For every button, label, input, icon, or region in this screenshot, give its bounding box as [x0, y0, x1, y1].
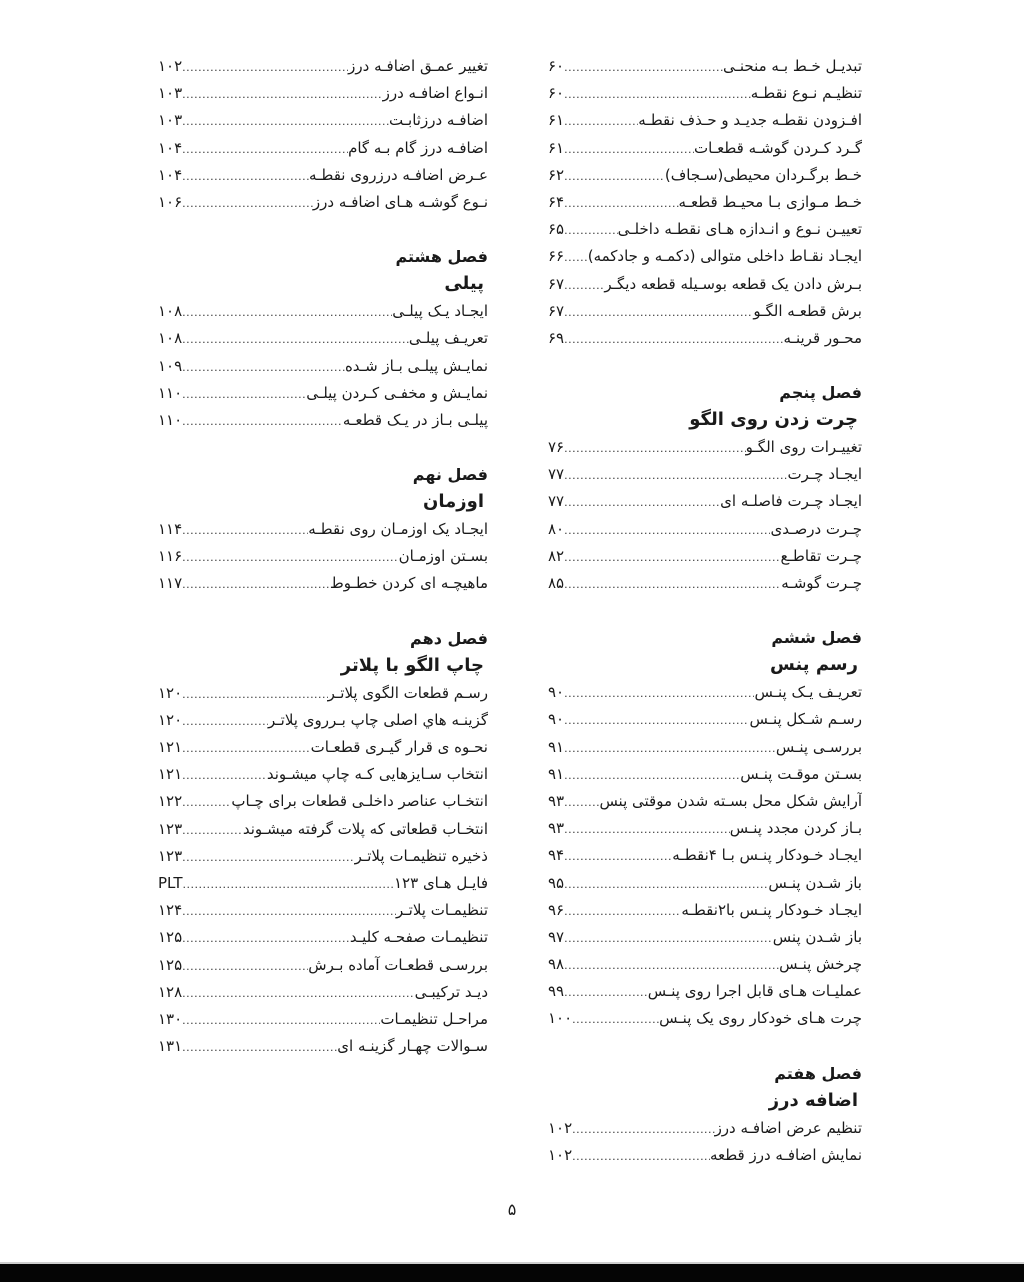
chapter-heading: فصل ششم [771, 628, 862, 648]
dot-leader [183, 871, 395, 897]
spacer [158, 434, 488, 462]
toc-entry-page: ۱۲۴ [158, 901, 183, 920]
toc-entry-page: ۱۱۰ [158, 410, 183, 429]
toc-entry-page: ۶۵ [548, 220, 565, 239]
toc-entry-page: ۱۰۸ [158, 329, 183, 348]
toc-entry-page: ۸۰ [548, 519, 565, 538]
toc-entry-title: باز شـدن پنـس [768, 873, 862, 892]
toc-entry-title: ایجـاد چـرت فاصلـه ای [720, 492, 862, 511]
toc-entry-title: چرخش پنـس [779, 955, 862, 974]
toc-entry-page: ۱۲۵ [158, 955, 183, 974]
dot-leader [182, 517, 308, 543]
toc-entry [158, 843, 488, 870]
toc-entry-title: عملیـات هـای قابل اجرا روی پنـس [647, 982, 862, 1001]
toc-entry-title: افـزودن نقطـه جدیـد و حـذف نقطـه [638, 111, 862, 130]
toc-entry [548, 761, 862, 788]
toc-entry-page: ۱۲۰ [158, 710, 183, 729]
chapter-heading: فصل هشتم [395, 247, 488, 267]
dot-leader [564, 517, 770, 543]
toc-entry-page: ۱۱۰ [158, 383, 183, 402]
toc-entry-title: بـاز کردن مجدد پنـس [729, 819, 862, 838]
toc-entry-title: انـواع اضافـه درز [382, 84, 488, 103]
dot-leader [564, 244, 588, 270]
toc-entry-title: انتخاب سـایزهایی کـه چاپ میشـوند [266, 765, 488, 784]
toc-left-column [158, 53, 488, 1060]
toc-entry [158, 897, 488, 924]
toc-entry-title: اضافـه درز گام بـه گام [348, 138, 488, 157]
toc-entry-page: ۱۲۸ [158, 982, 183, 1001]
dot-leader [182, 980, 414, 1006]
toc-entry [548, 734, 862, 761]
toc-entry-title: ایجـاد نقـاط داخلی متوالی (دکمـه و جادکمه) [587, 247, 862, 266]
toc-entry-page: ۱۰۰ [548, 1009, 573, 1028]
toc-entry [548, 107, 862, 134]
toc-group [158, 680, 488, 1061]
toc-entry-page: PLT [158, 873, 183, 892]
dot-leader [182, 354, 345, 380]
dot-leader [564, 762, 740, 788]
chapter-title: اوزمان [423, 491, 484, 513]
toc-group [548, 679, 862, 1032]
dot-leader [564, 190, 678, 216]
chapter-title: چرت زدن روی الگو [689, 409, 858, 431]
toc-entry-title: ایجـاد خـودکار پنـس بـا ۴نقطـه [672, 846, 862, 865]
toc-entry-page: ۱۰۴ [158, 165, 183, 184]
toc-entry-page: ۹۹ [548, 982, 565, 1001]
toc-entry-title: بررسـی پنـس [775, 737, 862, 756]
toc-entry [548, 870, 862, 897]
toc-entry-title: نحـوه ی قرار گیـری قطعـات [310, 738, 488, 756]
toc-entry-title: ایجـاد یک اوزمـان روی نقطـه [308, 520, 488, 539]
toc-entry-title: برش قطعـه الگـو [753, 301, 862, 320]
dot-leader [564, 789, 599, 815]
toc-entry [158, 325, 488, 352]
toc-entry-title: چـرت گوشـه [781, 574, 862, 592]
toc-entry-title: تعییـن نـوع و انـدازه هـای نقطـه داخلـی [617, 220, 862, 239]
toc-entry [548, 679, 862, 706]
toc-entry-page: ۹۰ [548, 683, 565, 702]
toc-entry [548, 924, 862, 951]
dot-leader [564, 871, 768, 897]
toc-entry-title: نمایـش و مخفـی کـردن پیلـی [306, 383, 488, 402]
toc-entry-page: ۱۰۲ [548, 1145, 573, 1164]
toc-entry-page: ۶۷ [548, 301, 565, 320]
toc-entry [158, 680, 488, 707]
toc-entry [158, 816, 488, 843]
dot-leader [564, 163, 665, 189]
toc-entry-title: تنظیمـات صفحـه کلیـد [349, 928, 488, 947]
toc-entry-page: ۷۷ [548, 465, 565, 484]
toc-entry [158, 870, 488, 897]
toc-entry-title: چـرت تقاطـع [780, 546, 862, 565]
toc-entry-title: ماهیچـه ای کردن خطـوط [329, 574, 488, 593]
toc-entry-page: ۱۰۲ [548, 1118, 573, 1137]
toc-group [548, 53, 862, 352]
toc-entry-page: ۹۷ [548, 927, 565, 946]
toc-entry-page: ۶۶ [548, 247, 565, 266]
toc-entry [548, 298, 862, 325]
toc-entry-page: ۱۲۱ [158, 738, 183, 756]
toc-group [158, 298, 488, 434]
toc-entry-page: ۸۵ [548, 574, 565, 592]
toc-entry [158, 516, 488, 543]
dot-leader [564, 843, 672, 869]
toc-entry-title: تنظیمـات پلاتـر [395, 901, 488, 920]
toc-entry-title: عـرض اضافـه درزروی نقطـه [308, 165, 488, 184]
toc-entry-title: تغییـرات روی الگـو [745, 438, 862, 457]
dot-leader [182, 299, 392, 325]
dot-leader [182, 925, 350, 951]
dot-leader [182, 81, 382, 107]
dot-leader [564, 925, 773, 951]
dot-leader [182, 844, 354, 870]
toc-entry-page: ۷۶ [548, 438, 565, 457]
toc-entry-page: ۱۰۶ [158, 192, 183, 211]
toc-entry-page: ۹۵ [548, 873, 565, 892]
dot-leader [564, 81, 751, 107]
spacer [158, 598, 488, 626]
toc-entry-title: فایـل هـای ۱۲۳ [394, 873, 488, 892]
toc-entry-title: چـرت درصـدی [770, 519, 862, 538]
toc-group [548, 434, 862, 597]
toc-entry-page: ۷۷ [548, 492, 565, 511]
dot-leader [182, 681, 327, 707]
toc-entry-title: ایجـاد یـک پیلـی [392, 302, 488, 321]
toc-entry [158, 1006, 488, 1033]
toc-right-column [548, 53, 862, 1169]
toc-entry [158, 80, 488, 107]
dot-leader [182, 953, 308, 979]
toc-entry [158, 135, 488, 162]
toc-entry-title: نـوع گوشـه هـای اضافـه درز [312, 192, 488, 211]
dot-leader [182, 571, 330, 597]
dot-leader [182, 762, 267, 788]
dot-leader [182, 1034, 337, 1060]
toc-entry [158, 570, 488, 597]
dot-leader [182, 708, 268, 734]
toc-entry-title: تعریـف یـک پنـس [754, 683, 862, 702]
page-number: ۵ [507, 1200, 517, 1219]
dot-leader [182, 190, 313, 216]
toc-entry-title: سـوالات چهـار گزینـه ای [337, 1037, 488, 1056]
toc-entry [548, 570, 862, 597]
toc-entry [158, 53, 488, 80]
toc-entry-title: تنظیـم نـوع نقطـه [750, 84, 862, 103]
toc-entry-page: ۶۹ [548, 328, 565, 347]
toc-entry [158, 707, 488, 734]
toc-entry [548, 243, 862, 270]
dot-leader [564, 435, 746, 461]
chapter-heading: فصل دهم [410, 628, 488, 648]
toc-entry-page: ۶۱ [548, 111, 565, 130]
toc-entry-title: نمایـش پیلـی بـاز شـده [344, 356, 488, 375]
toc-entry-page: ۱۰۳ [158, 111, 183, 130]
toc-entry-page: ۹۱ [548, 764, 565, 783]
toc-entry-page: ۶۰ [548, 57, 565, 75]
toc-entry-title: نمایش اضافـه درز قطعه [709, 1145, 862, 1164]
toc-entry-page: ۱۳۰ [158, 1009, 183, 1028]
toc-entry-title: ایجـاد خـودکار پنـس با۲نقطـه [681, 900, 862, 919]
dot-leader [572, 1116, 714, 1142]
toc-entry-page: ۱۲۱ [158, 765, 183, 784]
dot-leader [564, 326, 783, 352]
toc-entry-title: تنظیم عرض اضافـه درز [714, 1118, 862, 1137]
dot-leader [182, 381, 306, 407]
toc-entry [548, 461, 862, 488]
toc-entry [548, 543, 862, 570]
toc-entry [158, 1033, 488, 1060]
toc-entry-title: رسـم قطعات الگوی پلاتـر [327, 683, 488, 702]
toc-entry-page: ۱۲۳ [158, 819, 183, 838]
toc-entry-title: دیـد ترکیبـی [414, 982, 488, 1001]
toc-entry [548, 53, 862, 80]
toc-entry-page: ۱۲۵ [158, 928, 183, 947]
toc-entry-page: ۱۰۴ [158, 138, 183, 157]
toc-entry [548, 434, 862, 461]
toc-entry-title: گزینـه هاي اصلی چاپ بـرروی پلاتـر [268, 710, 488, 729]
toc-entry-page: ۱۲۰ [158, 683, 183, 702]
toc-entry-page: ۹۰ [548, 710, 565, 729]
dot-leader [564, 136, 694, 162]
toc-entry [548, 162, 862, 189]
toc-entry-page: ۶۷ [548, 274, 565, 293]
dot-leader [182, 1007, 380, 1033]
spacer [548, 1033, 862, 1061]
dot-leader [182, 789, 231, 815]
toc-entry-page: ۹۸ [548, 955, 565, 974]
toc-entry [548, 1005, 862, 1032]
toc-entry [158, 979, 488, 1006]
toc-entry-page: ۹۳ [548, 791, 565, 810]
dot-leader [572, 1143, 710, 1169]
toc-entry [158, 189, 488, 216]
dot-leader [564, 680, 754, 706]
toc-entry [548, 516, 862, 543]
toc-entry-page: ۱۲۲ [158, 792, 183, 811]
toc-entry-page: ۱۰۲ [158, 57, 183, 75]
bottom-black-bar [0, 1262, 1024, 1282]
toc-entry [158, 162, 488, 189]
toc-entry-title: پیلـی بـاز در یـک قطعـه [342, 410, 488, 429]
toc-entry [158, 298, 488, 325]
toc-entry [158, 543, 488, 570]
toc-entry-title: خـط برگـردان محیطی(سـجاف) [664, 165, 862, 184]
toc-entry-title: گـرد کـردن گوشـه قطعـات [694, 138, 862, 157]
chapter-title: پیلی [444, 273, 484, 295]
toc-entry [548, 815, 862, 842]
toc-entry-title: خـط مـوازی بـا محیـط قطعـه [678, 192, 862, 211]
dot-leader [564, 54, 723, 80]
dot-leader [564, 898, 681, 924]
toc-entry [158, 924, 488, 951]
dot-leader [564, 489, 720, 515]
toc-entry-page: ۱۰۹ [158, 356, 183, 375]
dot-leader [564, 462, 787, 488]
dot-leader [182, 735, 310, 761]
dot-leader [564, 108, 638, 134]
toc-entry-title: اضافـه درزثابـت [388, 111, 488, 130]
toc-entry-page: ۹۴ [548, 846, 565, 865]
toc-entry-title: ایجـاد چـرت [787, 465, 862, 484]
toc-entry-page: ۸۲ [548, 546, 565, 565]
dot-leader [564, 571, 781, 597]
toc-entry-page: ۱۱۷ [158, 574, 183, 593]
toc-group [158, 53, 488, 216]
toc-group [548, 1115, 862, 1169]
toc-entry [548, 189, 862, 216]
toc-entry [548, 842, 862, 869]
toc-entry [158, 734, 488, 761]
toc-entry [158, 107, 488, 134]
toc-entry-page: ۹۶ [548, 900, 565, 919]
toc-entry-page: ۶۴ [548, 192, 565, 211]
toc-entry [548, 325, 862, 352]
toc-entry-page: ۶۱ [548, 138, 565, 157]
chapter-title: رسم پنس [770, 654, 858, 676]
toc-entry-title: آرایش شکل محل بسـته شدن موقتی پنس [599, 791, 862, 810]
toc-entry-page: ۱۲۳ [158, 846, 183, 865]
dot-leader [564, 707, 749, 733]
dot-leader [182, 163, 309, 189]
toc-entry [548, 135, 862, 162]
toc-entry-title: بـرش دادن یک قطعه بوسـیله قطعه دیگـر [604, 274, 862, 293]
toc-entry [158, 380, 488, 407]
dot-leader [564, 952, 779, 978]
toc-entry [548, 1142, 862, 1169]
toc-entry [158, 407, 488, 434]
toc-entry-title: چرت هـای خودکار روی یک پنـس [659, 1009, 862, 1028]
dot-leader [182, 136, 348, 162]
toc-entry [548, 788, 862, 815]
toc-entry-page: ۹۱ [548, 737, 565, 756]
dot-leader [182, 817, 243, 843]
dot-leader [182, 898, 396, 924]
toc-entry [158, 788, 488, 815]
toc-entry-page: ۹۳ [548, 819, 565, 838]
toc-entry [548, 951, 862, 978]
spacer [548, 597, 862, 625]
toc-entry [548, 80, 862, 107]
toc-entry [548, 897, 862, 924]
toc-entry-title: باز شـدن پنس [772, 927, 862, 946]
spacer [548, 352, 862, 380]
dot-leader [564, 816, 730, 842]
toc-entry [158, 952, 488, 979]
toc-entry-title: تعریـف پیلـی [408, 329, 488, 348]
toc-entry-title: رسـم شـکل پنـس [749, 710, 862, 729]
chapter-title: اضافه درز [768, 1089, 858, 1111]
dot-leader [564, 544, 780, 570]
dot-leader [572, 1006, 659, 1032]
toc-entry-page: ۱۳۱ [158, 1037, 183, 1056]
toc-entry-title: بسـتن موقـت پنـس [740, 764, 862, 783]
dot-leader [182, 408, 343, 434]
dot-leader [182, 108, 389, 134]
chapter-heading: فصل نهم [412, 465, 488, 485]
dot-leader [564, 272, 604, 298]
dot-leader [182, 544, 398, 570]
dot-leader [564, 735, 776, 761]
toc-entry-title: ذخیره تنظیمـات پلاتـر [354, 846, 488, 865]
toc-entry [158, 761, 488, 788]
dot-leader [182, 326, 409, 352]
dot-leader [182, 54, 348, 80]
toc-entry-page: ۱۰۳ [158, 84, 183, 103]
toc-entry-title: مراحـل تنظیمـات [380, 1009, 488, 1028]
toc-entry-title: محـور قرینـه [783, 328, 862, 347]
toc-entry-page: ۱۰۸ [158, 302, 183, 321]
toc-entry [548, 216, 862, 243]
toc-entry-page: ۶۲ [548, 165, 565, 184]
dot-leader [564, 299, 753, 325]
toc-group [158, 516, 488, 598]
toc-entry-page: ۶۰ [548, 84, 565, 103]
toc-entry-title: تبدیـل خـط بـه منحنـی [723, 57, 862, 75]
toc-entry [548, 978, 862, 1005]
toc-entry-title: بررسـی قطعـات آماده بـرش [308, 955, 488, 974]
toc-entry [548, 488, 862, 515]
toc-entry-title: انتخـاب عناصر داخلـی قطعات برای چـاپ [231, 792, 488, 811]
spacer [158, 216, 488, 244]
toc-entry [548, 1115, 862, 1142]
chapter-heading: فصل پنجم [779, 383, 862, 403]
toc-entry [158, 353, 488, 380]
toc-entry-title: بسـتن اوزمـان [398, 547, 488, 566]
toc-entry-title: انتخـاب قطعاتی که پلات گرفته میشـوند [242, 819, 488, 838]
dot-leader [564, 217, 617, 243]
toc-entry-title: تغییر عمـق اضافـه درز [348, 57, 488, 75]
toc-entry [548, 706, 862, 733]
dot-leader [564, 979, 648, 1005]
toc-entry-page: ۱۱۴ [158, 520, 183, 539]
toc-entry [548, 271, 862, 298]
toc-entry-page: ۱۱۶ [158, 547, 183, 566]
chapter-title: چاپ الگو با پلاتر [340, 654, 484, 676]
chapter-heading: فصل هفتم [774, 1063, 862, 1083]
